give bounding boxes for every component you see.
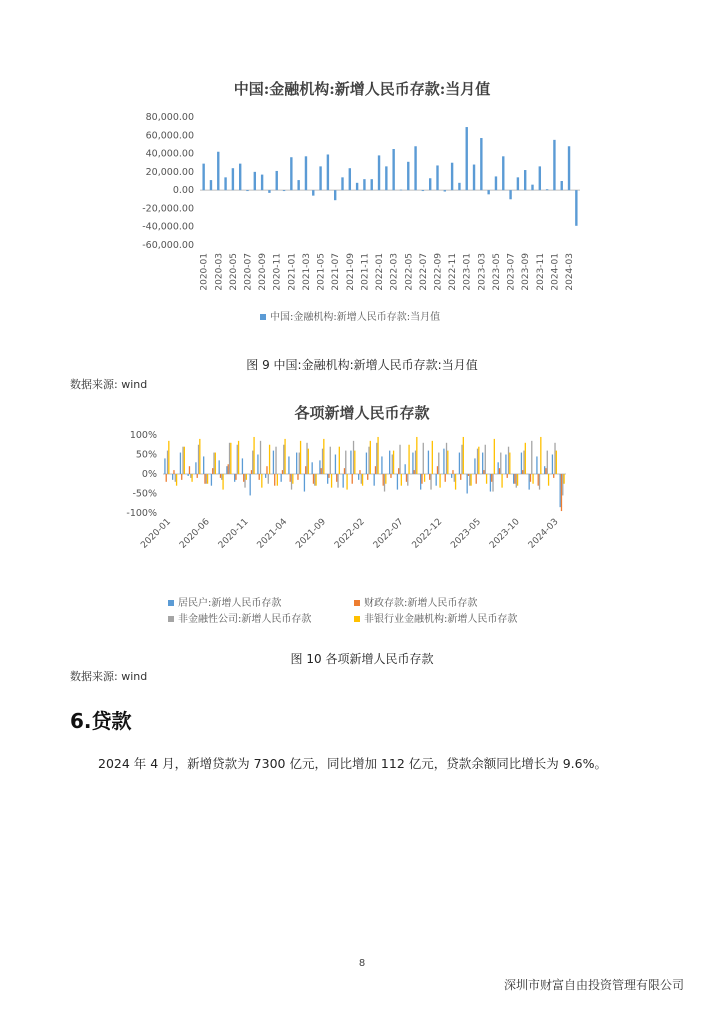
bar xyxy=(212,468,213,474)
x-tick-label: 2023-05 xyxy=(449,517,483,551)
bar xyxy=(563,474,564,484)
bar xyxy=(447,451,448,474)
bar xyxy=(415,451,416,474)
bar xyxy=(414,470,415,474)
chart1-caption: 图 9 中国:金融机构:新增人民币存款:当月值 xyxy=(246,358,478,372)
bar xyxy=(368,447,369,474)
bar xyxy=(331,474,332,488)
y-tick-label: -50% xyxy=(132,488,157,500)
x-tick-label: 2024-03 xyxy=(565,253,576,291)
bar xyxy=(536,456,537,474)
bar xyxy=(207,474,208,484)
bar xyxy=(197,474,198,478)
bar xyxy=(454,474,455,482)
bar xyxy=(374,474,375,486)
bar xyxy=(468,474,469,476)
x-tick-label: 2020-07 xyxy=(243,253,254,291)
x-tick-label: 2021-05 xyxy=(316,253,327,291)
bar xyxy=(191,474,192,482)
bar xyxy=(437,466,438,474)
x-tick-label: 2024-01 xyxy=(550,253,561,291)
bar xyxy=(561,474,562,511)
bar xyxy=(416,437,417,474)
bar xyxy=(290,474,291,482)
bar xyxy=(180,453,181,474)
bar xyxy=(336,474,337,482)
bar xyxy=(168,441,169,474)
bar xyxy=(429,474,430,480)
x-tick-label: 2021-11 xyxy=(360,253,371,291)
bar xyxy=(266,466,267,474)
x-tick-label: 2020-06 xyxy=(178,517,212,551)
x-tick-label: 2023-03 xyxy=(477,253,488,291)
bar xyxy=(383,474,384,486)
bar xyxy=(259,474,260,480)
bar xyxy=(275,447,276,474)
bar xyxy=(478,447,479,474)
bar xyxy=(500,453,501,474)
x-tick-label: 2022-12 xyxy=(410,517,445,551)
bar xyxy=(377,437,378,474)
bar xyxy=(269,445,270,474)
chart2-title: 各项新增人民币存款 xyxy=(294,404,430,422)
y-tick-label: 20,000.00 xyxy=(145,166,194,178)
section-heading: 6.贷款 xyxy=(70,709,132,733)
bar xyxy=(220,474,221,478)
bar xyxy=(375,466,376,474)
bar xyxy=(195,462,196,474)
bar xyxy=(322,449,323,474)
bar xyxy=(337,474,338,488)
bar xyxy=(367,474,368,480)
bar xyxy=(358,474,359,480)
bar xyxy=(525,443,526,474)
bar xyxy=(215,453,216,474)
bar xyxy=(321,468,322,474)
bar xyxy=(277,474,278,486)
bar xyxy=(538,474,539,486)
bar xyxy=(281,474,282,482)
bar xyxy=(257,455,258,475)
y-tick-label: 0.00 xyxy=(172,185,194,197)
bar xyxy=(164,458,165,474)
bar xyxy=(335,455,336,475)
y-tick-label: -100% xyxy=(126,508,157,519)
bar xyxy=(292,474,293,484)
bar xyxy=(253,437,254,474)
bar xyxy=(211,474,212,486)
bar xyxy=(467,474,468,494)
bar xyxy=(397,474,398,490)
bar xyxy=(540,437,541,474)
x-tick-label: 2022-07 xyxy=(371,517,406,551)
y-tick-label: 50% xyxy=(135,449,157,461)
chart2-legend-label: 非金融性公司:新增人民币存款 xyxy=(178,614,312,625)
bar xyxy=(516,474,517,488)
bar xyxy=(399,445,400,474)
bar xyxy=(522,470,523,474)
bar xyxy=(353,441,354,474)
y-tick-label: 40,000.00 xyxy=(145,148,194,160)
bar xyxy=(173,470,174,474)
bar xyxy=(230,443,231,474)
bar xyxy=(265,474,266,478)
bar xyxy=(343,474,344,488)
legend-swatch xyxy=(354,600,360,606)
chart1-title: 中国:金融机构:新增人民币存款:当月值 xyxy=(233,80,491,98)
bar xyxy=(319,460,320,474)
bar xyxy=(361,474,362,484)
bar xyxy=(350,451,351,474)
chart2-legend-label: 财政存款:新增人民币存款 xyxy=(364,598,478,609)
x-tick-label: 2023-05 xyxy=(491,253,502,291)
bar xyxy=(544,466,545,474)
bar xyxy=(421,474,422,484)
bar xyxy=(354,451,355,474)
bar xyxy=(261,474,262,488)
bar xyxy=(424,474,425,482)
bar xyxy=(385,474,386,484)
chart2-legend-2 xyxy=(354,594,477,609)
bar xyxy=(315,474,316,486)
bar xyxy=(463,437,464,474)
bar xyxy=(406,474,407,482)
bar xyxy=(306,443,307,474)
bar xyxy=(244,474,245,488)
bar xyxy=(405,464,406,474)
bar xyxy=(181,474,182,480)
bar xyxy=(204,474,205,484)
bar xyxy=(507,474,508,478)
chart2-legend-label: 居民户:新增人民币存款 xyxy=(178,598,282,609)
bar xyxy=(167,451,168,474)
x-tick-label: 2023-09 xyxy=(521,253,532,291)
bar xyxy=(420,474,421,490)
bar xyxy=(539,474,540,490)
bar xyxy=(305,466,306,474)
bar xyxy=(483,470,484,474)
bar xyxy=(446,443,447,474)
bar xyxy=(237,445,238,474)
bar xyxy=(176,474,177,486)
chart2-legend-3 xyxy=(168,610,311,625)
bar xyxy=(299,453,300,474)
y-tick-label: -40,000.00 xyxy=(142,221,194,233)
bar xyxy=(308,449,309,474)
bar xyxy=(296,453,297,474)
bar xyxy=(190,474,191,478)
bar xyxy=(221,474,222,480)
bar xyxy=(545,468,546,474)
bar xyxy=(344,468,345,474)
bar xyxy=(260,441,261,474)
bar xyxy=(553,474,554,478)
bar xyxy=(529,474,530,490)
chart2-legend-4 xyxy=(354,610,517,625)
bar xyxy=(346,474,347,490)
bar xyxy=(393,451,394,474)
x-tick-label: 2020-11 xyxy=(272,253,283,291)
bar xyxy=(228,464,229,474)
bar xyxy=(556,451,557,474)
x-tick-label: 2024-03 xyxy=(526,517,561,551)
chart2-legend-label: 非银行业金融机构:新增人民币存款 xyxy=(364,614,518,625)
bar xyxy=(430,474,431,490)
x-tick-label: 2022-01 xyxy=(375,253,386,291)
x-tick-label: 2022-11 xyxy=(448,253,459,291)
bar xyxy=(219,460,220,474)
bar xyxy=(436,474,437,486)
bar xyxy=(213,453,214,474)
bar xyxy=(513,474,514,484)
x-tick-label: 2022-09 xyxy=(433,253,444,291)
bar xyxy=(284,439,285,474)
x-tick-label: 2023-01 xyxy=(462,253,473,291)
bar xyxy=(291,474,292,490)
legend-swatch xyxy=(168,616,174,622)
x-tick-label: 2020-03 xyxy=(214,253,225,291)
bar xyxy=(407,474,408,486)
bar xyxy=(345,451,346,474)
bar xyxy=(428,451,429,474)
bar xyxy=(166,474,167,482)
bar xyxy=(389,451,390,474)
bar xyxy=(175,474,176,482)
bar xyxy=(508,447,509,474)
bar xyxy=(314,474,315,486)
bar xyxy=(184,447,185,474)
x-tick-label: 2020-11 xyxy=(216,517,251,551)
y-tick-label: 80,000.00 xyxy=(145,112,194,123)
bar xyxy=(432,441,433,474)
bar xyxy=(252,451,253,474)
bar xyxy=(501,474,502,488)
bar xyxy=(562,474,563,495)
bar xyxy=(499,468,500,474)
bar xyxy=(283,445,284,474)
bar xyxy=(304,474,305,492)
bar xyxy=(470,474,471,486)
x-tick-label: 2021-09 xyxy=(345,253,356,291)
bar xyxy=(423,443,424,474)
x-tick-label: 2021-07 xyxy=(331,253,342,291)
bar xyxy=(452,470,453,474)
bar xyxy=(412,453,413,474)
bar xyxy=(547,451,548,474)
chart1-legend-label: 中国:金融机构:新增人民币存款:当月值 xyxy=(270,312,441,323)
bar xyxy=(494,439,495,474)
bar xyxy=(198,445,199,474)
bar xyxy=(199,439,200,474)
x-tick-label: 2021-04 xyxy=(255,517,290,551)
bar xyxy=(523,451,524,474)
bar xyxy=(359,470,360,474)
bar xyxy=(439,474,440,488)
y-tick-label: -60,000.00 xyxy=(142,240,194,251)
bar xyxy=(477,449,478,474)
bar xyxy=(486,474,487,484)
bar xyxy=(366,453,367,474)
bar xyxy=(530,474,531,482)
bar xyxy=(445,474,446,482)
bar xyxy=(339,447,340,474)
legend-swatch xyxy=(354,616,360,622)
bar xyxy=(451,474,452,478)
bar xyxy=(188,474,189,476)
bar xyxy=(517,474,518,486)
bar xyxy=(172,474,173,480)
bar xyxy=(376,443,377,474)
bar xyxy=(560,474,561,507)
bar xyxy=(222,474,223,490)
bar xyxy=(330,447,331,474)
bar xyxy=(384,474,385,492)
chart2-source: 数据来源: wind xyxy=(70,670,148,683)
bar xyxy=(235,474,236,480)
bar xyxy=(443,449,444,474)
bar xyxy=(203,456,204,474)
y-tick-label: 100% xyxy=(129,430,157,441)
bar xyxy=(390,474,391,478)
page-number: 8 xyxy=(358,958,366,969)
bar xyxy=(182,447,183,474)
bar xyxy=(323,439,324,474)
x-tick-label: 2022-02 xyxy=(333,517,367,551)
bar xyxy=(460,474,461,480)
bar xyxy=(461,445,462,474)
bar xyxy=(531,441,532,474)
bar xyxy=(552,455,553,475)
bar xyxy=(491,474,492,482)
bar xyxy=(313,474,314,484)
company-footer: 深圳市财富自由投资管理有限公司 xyxy=(503,978,684,992)
bar xyxy=(274,474,275,486)
bar xyxy=(459,453,460,474)
bar xyxy=(521,453,522,474)
bar xyxy=(474,458,475,474)
bar xyxy=(273,451,274,474)
y-tick-label: -20,000.00 xyxy=(142,203,194,215)
bar xyxy=(509,453,510,474)
x-tick-label: 2022-05 xyxy=(404,253,415,291)
bar xyxy=(352,474,353,484)
bar xyxy=(312,462,313,474)
bar xyxy=(476,474,477,484)
bar xyxy=(548,474,549,486)
chart2-legend-1 xyxy=(168,594,281,609)
bar xyxy=(370,441,371,474)
chart2-caption: 图 10 各项新增人民币存款 xyxy=(290,652,434,666)
bar xyxy=(485,445,486,474)
bar xyxy=(327,474,328,484)
bar xyxy=(268,474,269,484)
bar xyxy=(408,445,409,474)
x-tick-label: 2023-07 xyxy=(506,253,517,291)
chart1-source: 数据来源: wind xyxy=(70,378,148,391)
x-tick-label: 2020-01 xyxy=(199,253,210,291)
x-tick-label: 2021-09 xyxy=(294,517,328,551)
bar xyxy=(438,453,439,474)
bar xyxy=(532,474,533,484)
bar xyxy=(234,474,235,482)
x-tick-label: 2020-05 xyxy=(228,253,239,291)
bar xyxy=(250,474,251,495)
bar xyxy=(362,474,363,486)
bar xyxy=(206,474,207,484)
y-tick-label: 0% xyxy=(141,469,157,480)
bar xyxy=(300,441,301,474)
legend-swatch xyxy=(168,600,174,606)
bar xyxy=(392,455,393,475)
bar xyxy=(482,453,483,474)
x-tick-label: 2021-03 xyxy=(301,253,312,291)
bar xyxy=(492,474,493,492)
bar xyxy=(514,474,515,484)
bar xyxy=(297,474,298,480)
x-tick-label: 2023-10 xyxy=(488,517,522,551)
body-paragraph: 2024 年 4 月，新增贷款为 7300 亿元，同比增加 112 亿元，贷款余额同比增长为 9.6%。 xyxy=(98,756,607,771)
x-tick-label: 2023-11 xyxy=(535,253,546,291)
bar xyxy=(282,470,283,474)
bar xyxy=(288,456,289,474)
x-tick-label: 2020-09 xyxy=(258,253,269,291)
bar xyxy=(554,443,555,474)
bar xyxy=(238,441,239,474)
bar xyxy=(226,466,227,474)
bar xyxy=(229,443,230,474)
x-tick-label: 2021-01 xyxy=(287,253,298,291)
bar xyxy=(490,474,491,492)
bar xyxy=(505,455,506,475)
bar xyxy=(381,456,382,474)
bar xyxy=(243,474,244,482)
bar xyxy=(398,468,399,474)
x-tick-label: 2022-03 xyxy=(389,253,400,291)
bar xyxy=(401,474,402,486)
bar xyxy=(251,470,252,474)
y-tick-label: 60,000.00 xyxy=(145,130,194,142)
bar xyxy=(189,466,190,474)
bar xyxy=(246,474,247,480)
bar xyxy=(455,474,456,490)
x-tick-label: 2020-01 xyxy=(139,517,173,551)
bar xyxy=(328,474,329,478)
bar xyxy=(469,474,470,486)
bar xyxy=(498,462,499,474)
x-tick-label: 2022-07 xyxy=(418,253,429,291)
bar xyxy=(242,458,243,474)
